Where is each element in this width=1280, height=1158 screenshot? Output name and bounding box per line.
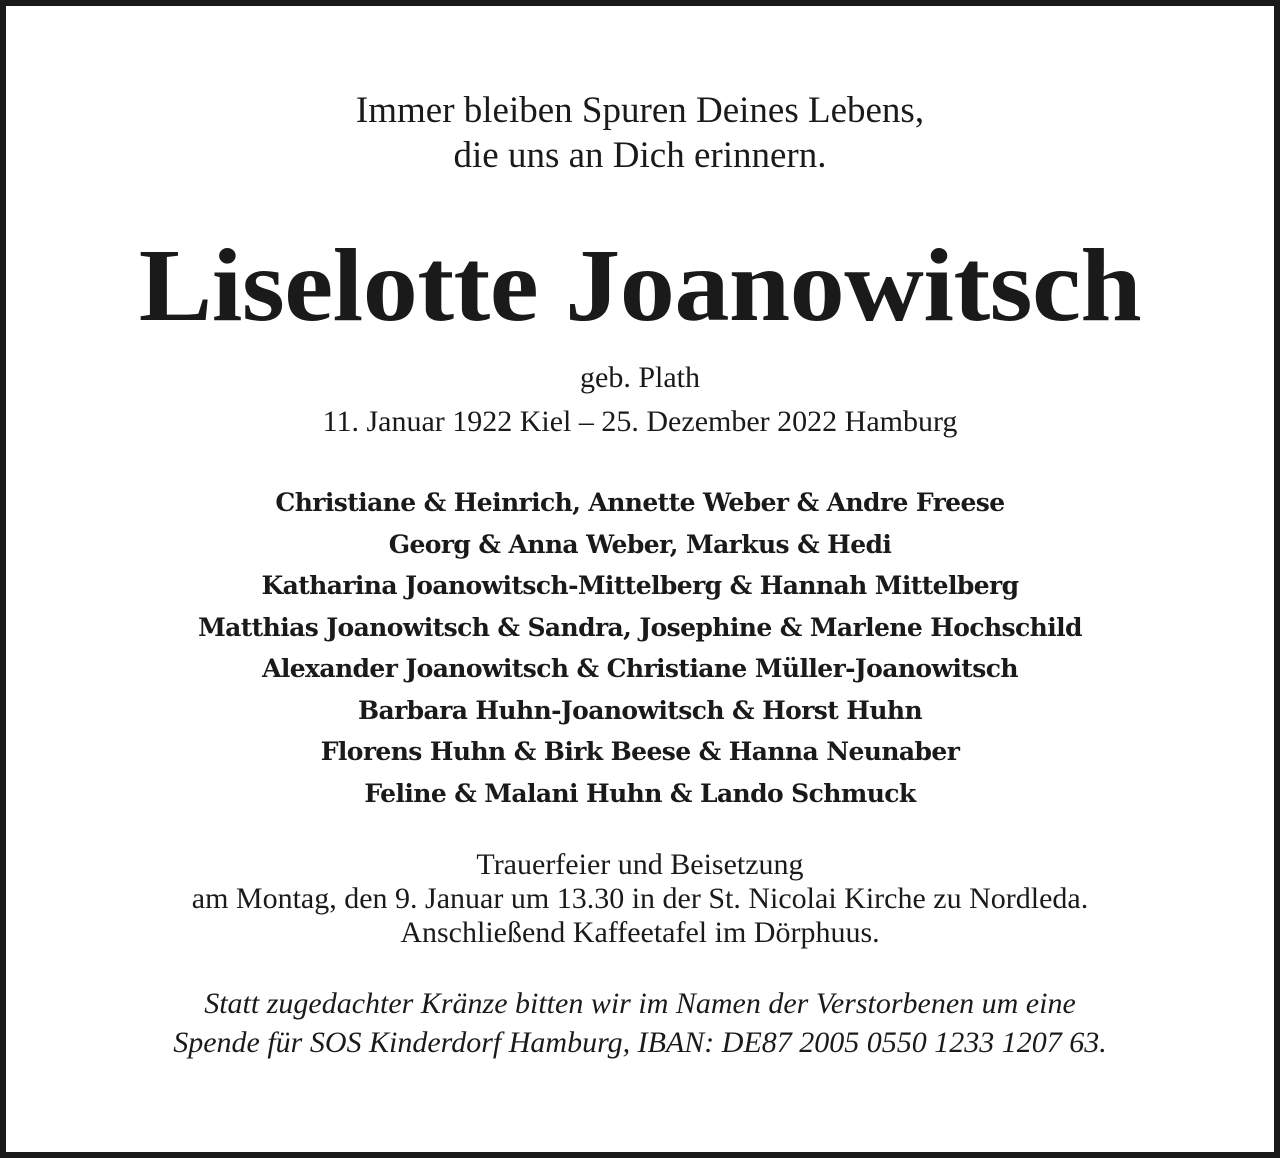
obituary-notice: [6, 0, 1274, 1062]
mourner-line: Georg & Anna Weber, Markus & Hedi: [388, 529, 892, 559]
mourner-line: Matthias Joanowitsch & Sandra, Josephine & Marlene Hochschild: [198, 612, 1082, 642]
life-dates: 11. Januar 1922 Kiel – 25. Dezember 2022 Hamburg: [322, 405, 958, 438]
donation-line-1: Statt zugedachter Kränze bitten wir im Namen der Verstorbenen um eine: [204, 987, 1076, 1020]
verse-line-1: Immer bleiben Spuren Deines Lebens,: [355, 90, 925, 131]
memorial-verse: [6, 88, 1274, 178]
mourner-line: Christiane & Heinrich, Annette Weber & Andre Freese: [275, 488, 1005, 517]
maiden-name: geb. Plath: [580, 361, 700, 394]
donation-request: [6, 984, 1274, 1062]
deceased-name: Liselotte Joanowitsch: [138, 228, 1142, 343]
mourner-line: Alexander Joanowitsch & Christiane Müller-Joanowitsch: [262, 654, 1018, 683]
mourner-line: Katharina Joanowitsch-Mittelberg & Hannah Mittelberg: [261, 571, 1019, 600]
service-title: Trauerfeier und Beisetzung: [476, 848, 804, 881]
mourners-list: [6, 482, 1274, 814]
verse-line-2: die uns an Dich erinnern.: [453, 135, 827, 176]
mourner-line: Feline & Malani Huhn & Lando Schmuck: [364, 778, 916, 808]
mourner-line: Barbara Huhn-Joanowitsch & Horst Huhn: [357, 695, 923, 725]
service-details: am Montag, den 9. Januar um 13.30 in der St. Nicolai Kirche zu Nordleda.: [191, 882, 1089, 915]
funeral-service-info: [6, 848, 1274, 950]
mourner-line: Florens Huhn & Birk Beese & Hanna Neunaber: [320, 737, 960, 766]
donation-line-2: Spende für SOS Kinderdorf Hamburg, IBAN: DE87 2005 0550 1233 1207 63.: [173, 1026, 1107, 1059]
service-reception: Anschließend Kaffeetafel im Dörphuus.: [400, 916, 880, 949]
